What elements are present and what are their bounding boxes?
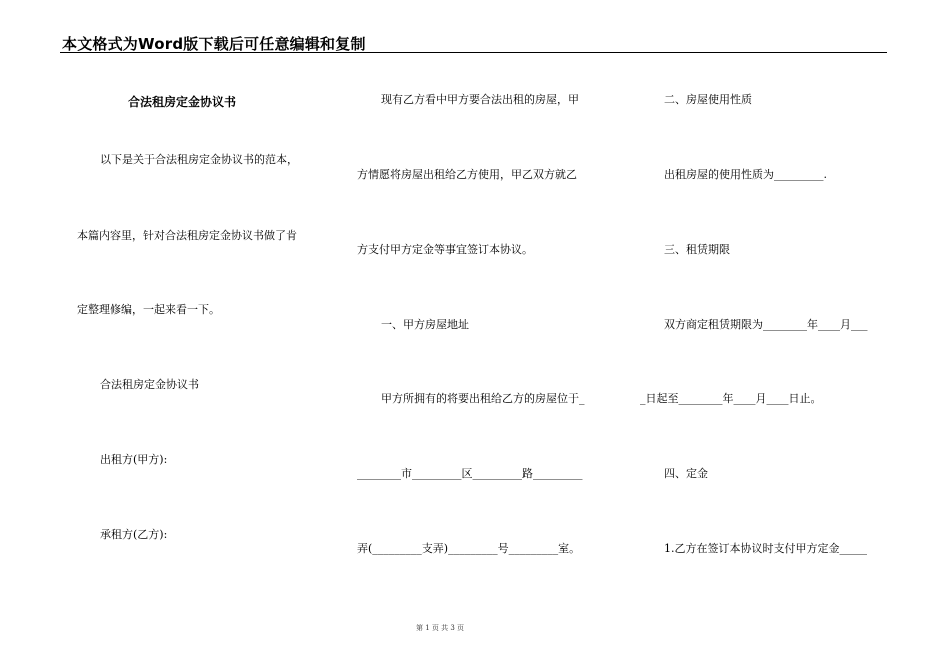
paragraph-line: 本篇内容里，针对合法租房定金协议书做了肯 <box>77 229 297 242</box>
paragraph-line: 甲方所拥有的将要出租给乙方的房屋位于_ <box>381 392 585 405</box>
paragraph-line: 出租方(甲方): <box>100 453 168 466</box>
section-heading: 一、甲方房屋地址 <box>381 318 469 331</box>
paragraph-line: 弄(_________支弄)_________号_________室。 <box>357 542 581 555</box>
header-divider <box>60 52 887 53</box>
paragraph-line: 方情愿将房屋出租给乙方使用，甲乙双方就乙 <box>357 168 577 181</box>
paragraph-line: _日起至________年____月____日止。 <box>640 392 822 405</box>
paragraph-line: 承租方(乙方): <box>100 528 168 541</box>
paragraph-line: 方支付甲方定金等事宜签订本协议。 <box>357 243 533 256</box>
paragraph-line: 定整理修编，一起来看一下。 <box>77 303 220 316</box>
paragraph-line: 双方商定租赁期限为________年____月___ <box>664 318 868 331</box>
document-title: 合法租房定金协议书 <box>128 95 237 109</box>
paragraph-line: 合法租房定金协议书 <box>100 378 199 391</box>
paragraph-line: 现有乙方看中甲方要合法出租的房屋，甲 <box>381 93 579 106</box>
section-heading: 二、房屋使用性质 <box>664 93 752 106</box>
paragraph-line: ________市_________区_________路_________ <box>357 467 583 480</box>
document-header-title: 本文格式为Word版下载后可任意编辑和复制 <box>62 35 366 53</box>
page-footer: 第 1 页 共 3 页 <box>415 624 465 632</box>
paragraph-line: 1.乙方在签订本协议时支付甲方定金_____ <box>664 542 867 555</box>
section-heading: 三、租赁期限 <box>664 243 730 256</box>
section-heading: 四、定金 <box>664 467 708 480</box>
paragraph-line: 以下是关于合法租房定金协议书的范本， <box>100 153 298 166</box>
paragraph-line: 出租房屋的使用性质为_________. <box>664 168 827 181</box>
